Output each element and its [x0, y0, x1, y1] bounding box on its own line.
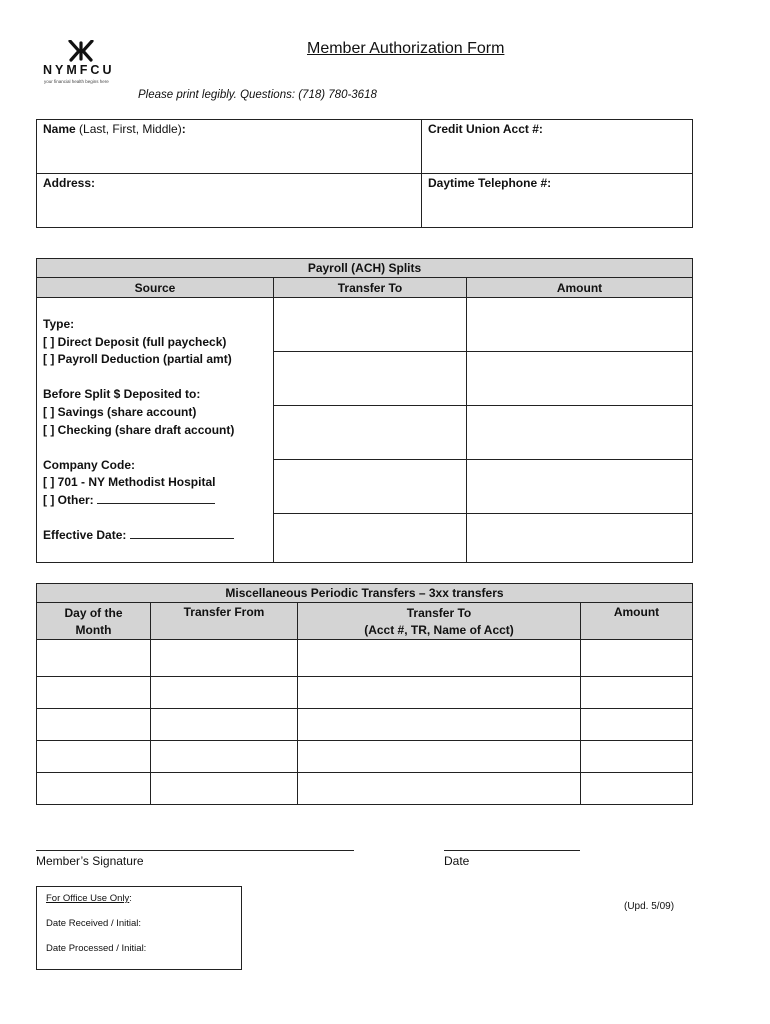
acct-field[interactable] [422, 120, 693, 174]
amount-cell[interactable] [581, 709, 693, 741]
amount-cell[interactable] [581, 677, 693, 709]
name-label: Name [43, 122, 76, 136]
to-cell[interactable] [298, 640, 581, 677]
col-day-line2: Month [75, 623, 112, 637]
effective-date-row [43, 527, 273, 545]
col-amount-misc: Amount [581, 603, 693, 640]
to-cell[interactable] [298, 741, 581, 773]
date-received-label: Date Received / Initial: [46, 918, 142, 929]
amount-cell[interactable] [467, 514, 693, 563]
amount-cell[interactable] [581, 741, 693, 773]
date-processed-label: Date Processed / Initial: [46, 943, 147, 954]
company-code-label: Company Code: [43, 457, 136, 472]
from-cell[interactable] [151, 640, 298, 677]
office-use-box [36, 886, 242, 970]
phone-field[interactable] [422, 174, 693, 228]
transfer-to-cell[interactable] [274, 406, 467, 460]
logo-brand: NYMFCU [43, 63, 115, 77]
type-label: Type: [43, 317, 75, 331]
checking-checkbox[interactable]: [ ] Checking (share draft account) [43, 422, 235, 437]
date-line[interactable] [444, 850, 580, 851]
day-cell[interactable] [37, 640, 151, 677]
other-blank[interactable] [97, 494, 215, 504]
member-info-table [36, 119, 693, 228]
to-cell[interactable] [298, 709, 581, 741]
col-transfer-from: Transfer From [151, 603, 298, 640]
office-title-colon: : [129, 893, 132, 904]
col-to-line2: (Acct #, TR, Name of Acct) [364, 623, 514, 637]
updated-note: (Upd. 5/09) [624, 901, 675, 912]
nymfcu-logo [38, 40, 128, 90]
to-cell[interactable] [298, 773, 581, 805]
day-cell[interactable] [37, 709, 151, 741]
acct-label: Credit Union Acct #: [428, 122, 543, 136]
signature-label: Member’s Signature [36, 854, 144, 868]
from-cell[interactable] [151, 773, 298, 805]
to-cell[interactable] [298, 677, 581, 709]
logo-tagline: your financial health begins here [44, 79, 109, 84]
address-label: Address: [43, 176, 96, 190]
amount-cell[interactable] [467, 406, 693, 460]
transfer-to-cell[interactable] [274, 352, 467, 406]
amount-cell[interactable] [467, 298, 693, 352]
phone-label: Daytime Telephone #: [428, 176, 552, 190]
amount-cell[interactable] [467, 352, 693, 406]
day-cell[interactable] [37, 773, 151, 805]
transfer-to-cell[interactable] [274, 514, 467, 563]
savings-checkbox[interactable]: [ ] Savings (share account) [43, 404, 197, 419]
date-label: Date [444, 854, 470, 868]
payroll-title: Payroll (ACH) Splits [37, 259, 693, 278]
name-hint: (Last, First, Middle) [79, 122, 182, 136]
from-cell[interactable] [151, 677, 298, 709]
amount-cell[interactable] [581, 773, 693, 805]
form-title: Member Authorization Form [307, 40, 505, 57]
effective-date-blank[interactable] [130, 529, 234, 539]
from-cell[interactable] [151, 741, 298, 773]
day-cell[interactable] [37, 677, 151, 709]
amount-cell[interactable] [467, 460, 693, 514]
misc-transfers-table [36, 583, 693, 805]
payroll-deduction-checkbox[interactable]: [ ] Payroll Deduction (partial amt) [43, 352, 232, 367]
col-to-line1: Transfer To [406, 606, 472, 620]
methodist-checkbox[interactable]: [ ] 701 - NY Methodist Hospital [43, 475, 216, 490]
day-cell[interactable] [37, 741, 151, 773]
payroll-splits-table [36, 258, 693, 563]
name-field[interactable] [37, 120, 422, 174]
col-day-of-month [37, 603, 151, 640]
amount-cell[interactable] [581, 640, 693, 677]
logo-mark-icon [68, 40, 94, 62]
effective-date-label: Effective Date: [43, 528, 127, 543]
office-title-row [46, 893, 132, 904]
instructions: Please print legibly. Questions: (718) 780-3618 [138, 89, 377, 101]
direct-deposit-checkbox[interactable]: [ ] Direct Deposit (full paycheck) [43, 334, 227, 349]
col-amount: Amount [467, 278, 693, 298]
col-transfer-to-misc [298, 603, 581, 640]
col-day-line1: Day of the [64, 606, 123, 620]
misc-title: Miscellaneous Periodic Transfers – 3xx transfers [37, 584, 693, 603]
address-field[interactable] [37, 174, 422, 228]
office-title: For Office Use Only [46, 893, 130, 904]
from-cell[interactable] [151, 709, 298, 741]
transfer-to-cell[interactable] [274, 460, 467, 514]
other-checkbox[interactable] [43, 492, 273, 510]
source-cell [37, 298, 274, 563]
col-transfer-to: Transfer To [274, 278, 467, 298]
name-colon: : [181, 122, 186, 136]
signature-line[interactable] [36, 850, 354, 851]
before-split-label: Before Split $ Deposited to: [43, 387, 201, 402]
col-source: Source [37, 278, 274, 298]
other-label: [ ] Other: [43, 492, 94, 507]
transfer-to-cell[interactable] [274, 298, 467, 352]
